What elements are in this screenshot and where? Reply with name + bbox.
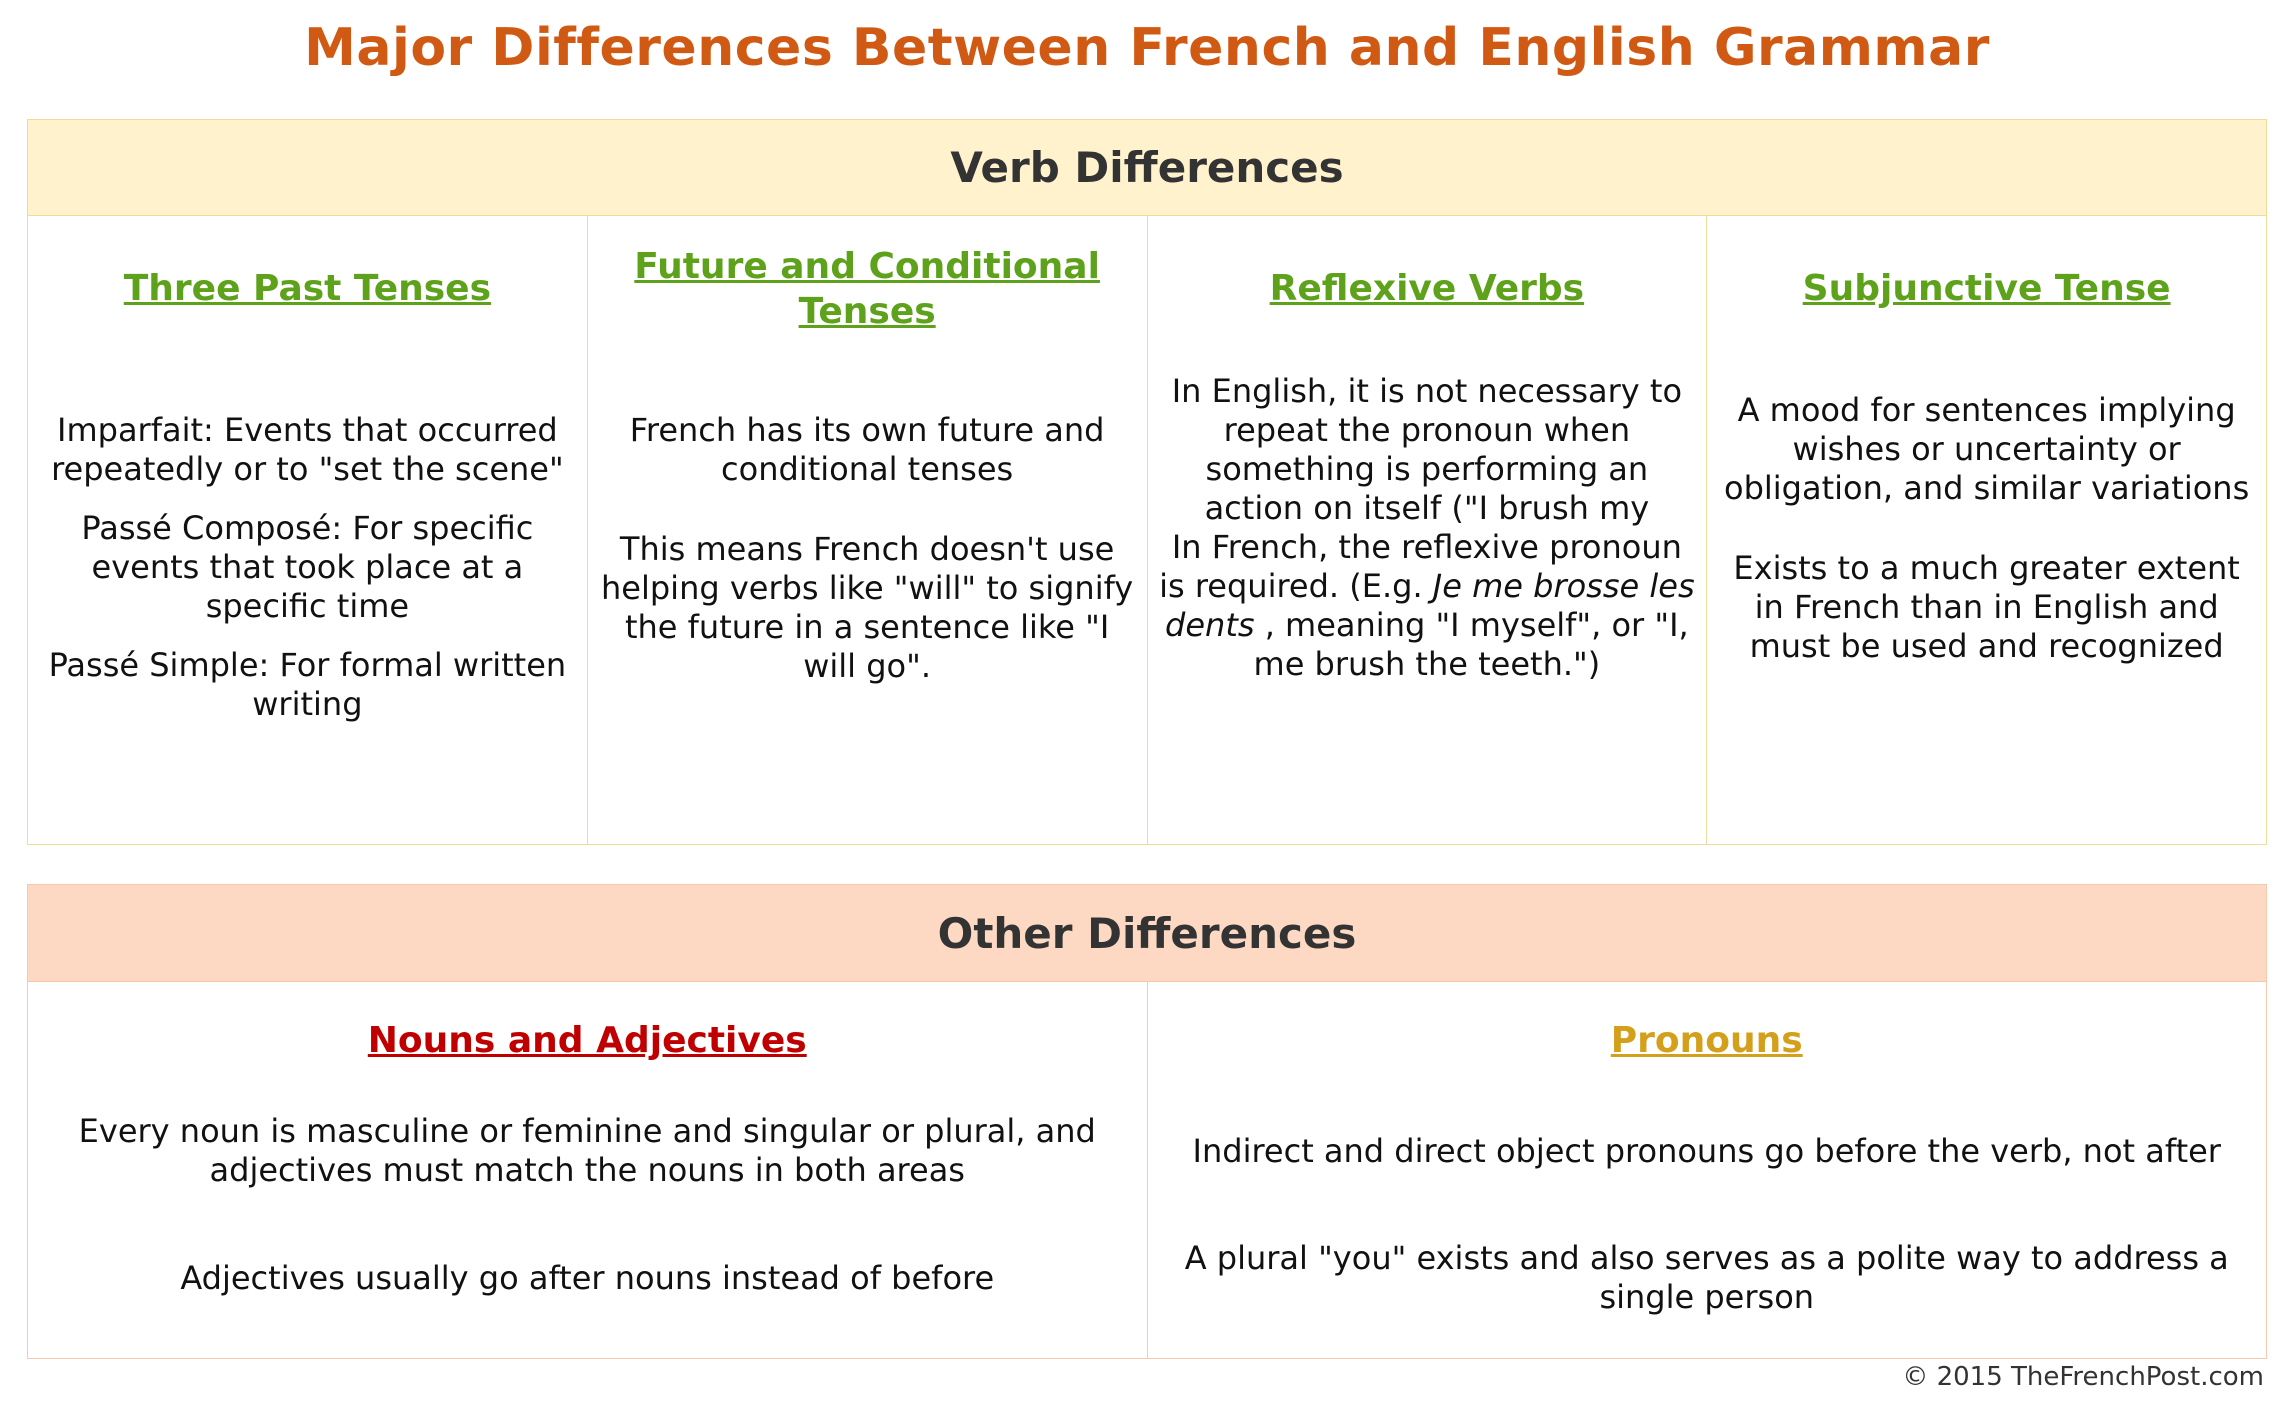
heading-subjunctive-tense[interactable]: Subjunctive Tense	[1802, 268, 2171, 309]
other-columns	[28, 982, 2266, 1359]
french-reflexive-meaning: , meaning "I myself", or "I, me brush the teeth.")	[1253, 606, 1689, 683]
heading-three-past-tenses[interactable]: Three Past Tenses	[123, 268, 492, 309]
verb-column-reflexive	[1148, 216, 1708, 845]
paragraph-imparfait: Imparfait: Events that occurred repeatedly or to "set the scene"	[51, 411, 564, 488]
past-tenses-body	[36, 411, 579, 724]
paragraph-plural-you: A plural "you" exists and also serves as a polite way to address a single person	[1184, 1239, 2229, 1316]
heading-pronouns[interactable]: Pronouns	[1610, 1020, 1803, 1061]
verb-differences-section	[27, 119, 2267, 845]
pronouns-body	[1168, 1132, 2247, 1317]
paragraph-french-reflexive	[1158, 528, 1697, 684]
subjunctive-body	[1715, 391, 2258, 666]
french-reflexive-text: In French, the reflexive pronoun is required. (E.g.	[1159, 528, 1682, 605]
future-conditional-body	[596, 411, 1139, 686]
heading-future-conditional[interactable]: Future and Conditional Tenses	[634, 246, 1100, 332]
other-column-nouns-adjectives	[28, 982, 1148, 1359]
paragraph-noun-gender: Every noun is masculine or feminine and singular or plural, and adjectives must match the nouns in both areas	[78, 1112, 1096, 1189]
paragraph-helping-verbs: This means French doesn't use helping verbs like "will" to signify the future in a sentence like "I will go".	[601, 530, 1134, 685]
other-differences-header: Other Differences	[28, 885, 2266, 982]
reflexive-body	[1158, 372, 1697, 684]
verb-differences-header: Verb Differences	[28, 120, 2266, 216]
verb-column-future-conditional	[588, 216, 1148, 845]
copyright-notice: © 2015 TheFrenchPost.com	[1902, 1362, 2264, 1392]
paragraph-english-reflexive: In English, it is not necessary to repeat the pronoun when something is performing an action on itself ("I brush my	[1171, 372, 1683, 527]
example-je-me-brosse: Je me brosse les dents	[1165, 567, 1695, 644]
paragraph-passe-simple: Passé Simple: For formal written writing	[48, 646, 567, 723]
other-differences-section	[27, 884, 2267, 1359]
other-column-pronouns	[1148, 982, 2267, 1359]
paragraph-mood: A mood for sentences implying wishes or uncertainty or obligation, and similar variations	[1724, 391, 2250, 507]
paragraph-object-pronouns: Indirect and direct object pronouns go before the verb, not after	[1192, 1132, 2221, 1170]
page-title: Major Differences Between French and English Grammar	[304, 18, 1990, 78]
verb-column-subjunctive	[1707, 216, 2266, 845]
verb-column-past-tenses	[28, 216, 588, 845]
heading-reflexive-verbs[interactable]: Reflexive Verbs	[1269, 268, 1585, 309]
verb-columns	[28, 216, 2266, 845]
nouns-adjectives-body	[58, 1112, 1117, 1298]
paragraph-passe-compose: Passé Composé: For specific events that took place at a specific time	[81, 509, 534, 625]
paragraph-adjective-position: Adjectives usually go after nouns instead of before	[180, 1259, 995, 1297]
paragraph-greater-extent: Exists to a much greater extent in French than in English and must be used and recognized	[1733, 549, 2240, 665]
paragraph-own-tenses: French has its own future and conditional tenses	[629, 411, 1105, 488]
heading-nouns-and-adjectives[interactable]: Nouns and Adjectives	[367, 1020, 807, 1061]
